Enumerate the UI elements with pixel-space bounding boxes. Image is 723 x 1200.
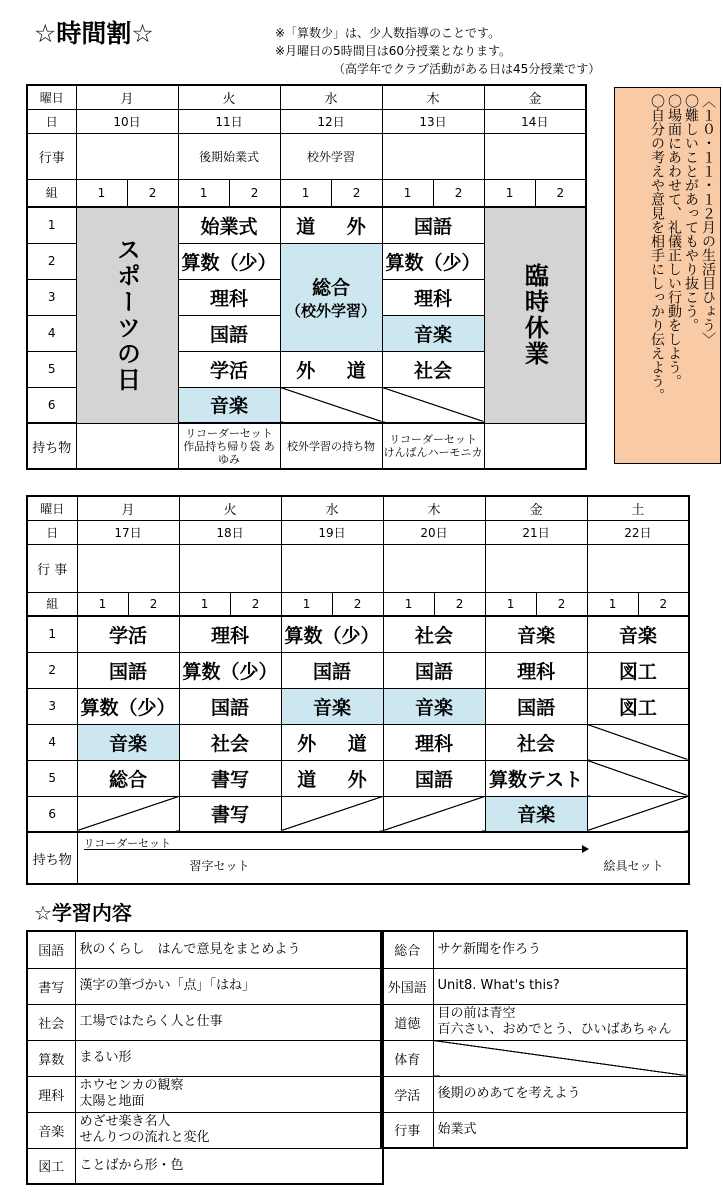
- goal-1: 〇難しいことがあってもやり抜こう。: [683, 94, 699, 332]
- items-mon: [76, 423, 178, 469]
- study-content: ことばから形・色: [75, 1148, 383, 1184]
- day-wed: 水: [280, 85, 382, 109]
- study-subject: 行事: [381, 1112, 433, 1148]
- day-mon: 月: [76, 85, 178, 109]
- fri-p6: 音楽: [485, 796, 587, 832]
- wed-block-line1: 総合: [312, 277, 351, 299]
- thu-p4: 理科: [383, 724, 485, 760]
- period-6: 6: [27, 796, 77, 832]
- thu-p1: 社会: [383, 616, 485, 652]
- class-num: 1: [382, 179, 433, 207]
- period-4: 4: [27, 724, 77, 760]
- event-wed: 校外学習: [280, 133, 382, 179]
- mon-p1: 学活: [77, 616, 179, 652]
- sat-p6: [587, 796, 689, 832]
- date-fri: 21日: [485, 520, 587, 544]
- class-num: 1: [281, 592, 332, 616]
- tue-p1: 理科: [179, 616, 281, 652]
- sat-p3: 図工: [587, 688, 689, 724]
- period-5: 5: [27, 351, 76, 387]
- study-content: めざせ楽き名人 せんりつの流れと変化: [75, 1112, 383, 1148]
- study-content: 始業式: [433, 1112, 687, 1148]
- date-tue: 11日: [178, 109, 280, 133]
- event-wed: [281, 544, 383, 592]
- class-num: 1: [76, 179, 127, 207]
- tue-p4: 社会: [179, 724, 281, 760]
- sat-p2: 図工: [587, 652, 689, 688]
- items-arrow-line: [84, 849, 584, 850]
- event-fri: [485, 544, 587, 592]
- thu-p5: 国語: [383, 760, 485, 796]
- period-2: 2: [27, 243, 76, 279]
- event-mon: [77, 544, 179, 592]
- class-num: 1: [484, 179, 535, 207]
- class-num: 2: [638, 592, 689, 616]
- study-content: 後期のめあてを考えよう: [433, 1076, 687, 1112]
- items-recorder: リコーダーセット: [83, 837, 172, 850]
- tue-p5: 書写: [179, 760, 281, 796]
- class-num: 2: [536, 592, 587, 616]
- thu-p6: [383, 796, 485, 832]
- study-subject: 社会: [27, 1004, 75, 1040]
- study-subject: 算数: [27, 1040, 75, 1076]
- class-num: 2: [230, 592, 281, 616]
- period-4: 4: [27, 315, 76, 351]
- study-subject: 図工: [27, 1148, 75, 1184]
- class-num: 1: [383, 592, 434, 616]
- day-wed: 水: [281, 496, 383, 520]
- thu-p5: 社会: [382, 351, 484, 387]
- thu-p1: 国語: [382, 207, 484, 243]
- wed-p5-class1: 外: [296, 359, 316, 382]
- thu-p3: 音楽: [383, 688, 485, 724]
- wed-integrated-block: [280, 243, 382, 351]
- study-content: 目の前は青空 百六さい、おめでとう、ひいばあちゃん: [433, 1004, 687, 1040]
- study-subject: 体育: [381, 1040, 433, 1076]
- timetable-week2: [26, 495, 690, 885]
- wed-p5: [281, 760, 383, 796]
- sat-p5: [587, 760, 689, 796]
- period-3: 3: [27, 688, 77, 724]
- event-sat: [587, 544, 689, 592]
- wed-p4: [281, 724, 383, 760]
- date-wed: 12日: [280, 109, 382, 133]
- timetable-week1: [26, 84, 587, 470]
- thu-p2: 国語: [383, 652, 485, 688]
- fri-p4: 社会: [485, 724, 587, 760]
- wed-p3: 音楽: [281, 688, 383, 724]
- class-num: 2: [229, 179, 280, 207]
- row-label-items: 持ち物: [27, 832, 77, 884]
- tue-p4: 国語: [178, 315, 280, 351]
- study-content: Unit8. What's this?: [433, 968, 687, 1004]
- fri-p1: 音楽: [485, 616, 587, 652]
- date-thu: 20日: [383, 520, 485, 544]
- thu-p2: 算数（少）: [382, 243, 484, 279]
- class-num: 2: [127, 179, 178, 207]
- study-table-right: [380, 930, 688, 1149]
- event-mon: [76, 133, 178, 179]
- mon-p4: 音楽: [77, 724, 179, 760]
- wed-p5-class2: 道: [346, 359, 366, 382]
- day-fri: 金: [484, 85, 586, 109]
- event-thu: [383, 544, 485, 592]
- study-content: 工場ではたらく人と仕事: [75, 1004, 383, 1040]
- items-week2: [77, 832, 689, 884]
- class-num: 2: [535, 179, 586, 207]
- study-subject: 道徳: [381, 1004, 433, 1040]
- date-mon: 17日: [77, 520, 179, 544]
- thu-p4: 音楽: [382, 315, 484, 351]
- date-sat: 22日: [587, 520, 689, 544]
- page-title: ☆時間割☆: [34, 19, 154, 48]
- fri-p3: 国語: [485, 688, 587, 724]
- class-num: 2: [434, 592, 485, 616]
- wed-p4-class2: 道: [347, 732, 367, 755]
- wed-p5-class1: 道: [297, 768, 317, 791]
- class-num: 2: [433, 179, 484, 207]
- day-sat: 土: [587, 496, 689, 520]
- wed-p1-class2: 外: [346, 215, 366, 238]
- items-fri: [484, 423, 586, 469]
- row-label-class: 組: [27, 592, 77, 616]
- items-tue: 習字セット: [189, 859, 250, 873]
- tue-p1: 始業式: [178, 207, 280, 243]
- tue-p2: 算数（少）: [178, 243, 280, 279]
- day-thu: 木: [382, 85, 484, 109]
- study-subject: 書写: [27, 968, 75, 1004]
- tue-p6: 音楽: [178, 387, 280, 423]
- period-2: 2: [27, 652, 77, 688]
- wed-p4-class1: 外: [297, 732, 317, 755]
- study-content: サケ新聞を作ろう: [433, 931, 687, 968]
- sports-day-block: [76, 207, 178, 423]
- items-wed: 校外学習の持ち物: [280, 423, 382, 469]
- life-goals-box: [614, 87, 721, 464]
- wed-p1: 算数（少）: [281, 616, 383, 652]
- row-label-day: 曜日: [27, 496, 77, 520]
- goal-2: 〇場面にあわせて、礼儀正しい行動をしよう。: [666, 94, 682, 388]
- day-thu: 木: [383, 496, 485, 520]
- thu-p6-empty: [382, 387, 484, 423]
- row-label-date: 日: [27, 109, 76, 133]
- study-content: [433, 1040, 687, 1076]
- mon-p5: 総合: [77, 760, 179, 796]
- day-mon: 月: [77, 496, 179, 520]
- items-thu: リコーダーセット けんばんハーモニカ: [382, 423, 484, 469]
- sat-p1: 音楽: [587, 616, 689, 652]
- study-subject: 総合: [381, 931, 433, 968]
- period-6: 6: [27, 387, 76, 423]
- day-tue: 火: [178, 85, 280, 109]
- wed-p6: [281, 796, 383, 832]
- tue-p5: 学活: [178, 351, 280, 387]
- mon-p6: [77, 796, 179, 832]
- tue-p3: 国語: [179, 688, 281, 724]
- study-subject: 国語: [27, 931, 75, 968]
- row-label-event: 行事: [27, 133, 76, 179]
- study-content: 秋のくらし はんで意見をまとめよう: [75, 931, 383, 968]
- study-subject: 音楽: [27, 1112, 75, 1148]
- study-content: 漢字の筆づかい「点」「はね」: [75, 968, 383, 1004]
- event-fri: [484, 133, 586, 179]
- row-label-event: 行 事: [27, 544, 77, 592]
- sat-p4: [587, 724, 689, 760]
- date-mon: 10日: [76, 109, 178, 133]
- class-num: 1: [587, 592, 638, 616]
- class-num: 1: [485, 592, 536, 616]
- wed-block-line2: （校外学習）: [286, 302, 377, 320]
- temporary-closure-label: 臨時休業: [520, 263, 549, 368]
- day-tue: 火: [179, 496, 281, 520]
- class-num: 2: [331, 179, 382, 207]
- date-tue: 18日: [179, 520, 281, 544]
- event-thu: [382, 133, 484, 179]
- temporary-closure-block: [484, 207, 586, 423]
- study-table-left: [26, 930, 384, 1185]
- wed-p2: 国語: [281, 652, 383, 688]
- fri-p5: 算数テスト: [485, 760, 587, 796]
- mon-p3: 算数（少）: [77, 688, 179, 724]
- fri-p2: 理科: [485, 652, 587, 688]
- period-5: 5: [27, 760, 77, 796]
- items-arrow-head: [582, 845, 589, 853]
- study-content: ホウセンカの観察 太陽と地面: [75, 1076, 383, 1112]
- items-tue: リコーダーセット 作品持ち帰り袋 あゆみ: [178, 423, 280, 469]
- row-label-date: 日: [27, 520, 77, 544]
- note-3: （高学年でクラブ活動がある日は45分授業です）: [333, 62, 601, 76]
- wed-p5-class2: 外: [347, 768, 367, 791]
- study-subject: 学活: [381, 1076, 433, 1112]
- mon-p2: 国語: [77, 652, 179, 688]
- wed-p1-class1: 道: [296, 215, 316, 238]
- tue-p2: 算数（少）: [179, 652, 281, 688]
- study-content: まるい形: [75, 1040, 383, 1076]
- wed-p1: [280, 207, 382, 243]
- thu-p3: 理科: [382, 279, 484, 315]
- period-1: 1: [27, 207, 76, 243]
- day-fri: 金: [485, 496, 587, 520]
- tue-p3: 理科: [178, 279, 280, 315]
- class-num: 1: [280, 179, 331, 207]
- event-tue: 後期始業式: [178, 133, 280, 179]
- period-1: 1: [27, 616, 77, 652]
- tue-p6: 書写: [179, 796, 281, 832]
- class-num: 2: [128, 592, 179, 616]
- goal-3: 〇自分の考えや意見を相手にしっかり伝えよう。: [649, 94, 665, 402]
- study-subject: 外国語: [381, 968, 433, 1004]
- class-num: 2: [332, 592, 383, 616]
- row-label-items: 持ち物: [27, 423, 76, 469]
- row-label-day: 曜日: [27, 85, 76, 109]
- date-wed: 19日: [281, 520, 383, 544]
- date-fri: 14日: [484, 109, 586, 133]
- goals-heading: 〈１０・１１・１２月の生活目ひょう〉: [700, 94, 716, 346]
- note-1: ※「算数少」は、少人数指導のことです。: [275, 26, 501, 40]
- class-num: 1: [179, 592, 230, 616]
- study-subject: 理科: [27, 1076, 75, 1112]
- row-label-class: 組: [27, 179, 76, 207]
- date-thu: 13日: [382, 109, 484, 133]
- event-tue: [179, 544, 281, 592]
- study-title: ☆学習内容: [34, 901, 132, 925]
- sports-day-label: スポーツの日: [112, 237, 141, 394]
- items-sat: 絵具セット: [603, 859, 664, 873]
- period-3: 3: [27, 279, 76, 315]
- note-2: ※月曜日の5時間目は60分授業となります。: [275, 44, 512, 58]
- class-num: 1: [178, 179, 229, 207]
- wed-p5: [280, 351, 382, 387]
- wed-p6-empty: [280, 387, 382, 423]
- class-num: 1: [77, 592, 128, 616]
